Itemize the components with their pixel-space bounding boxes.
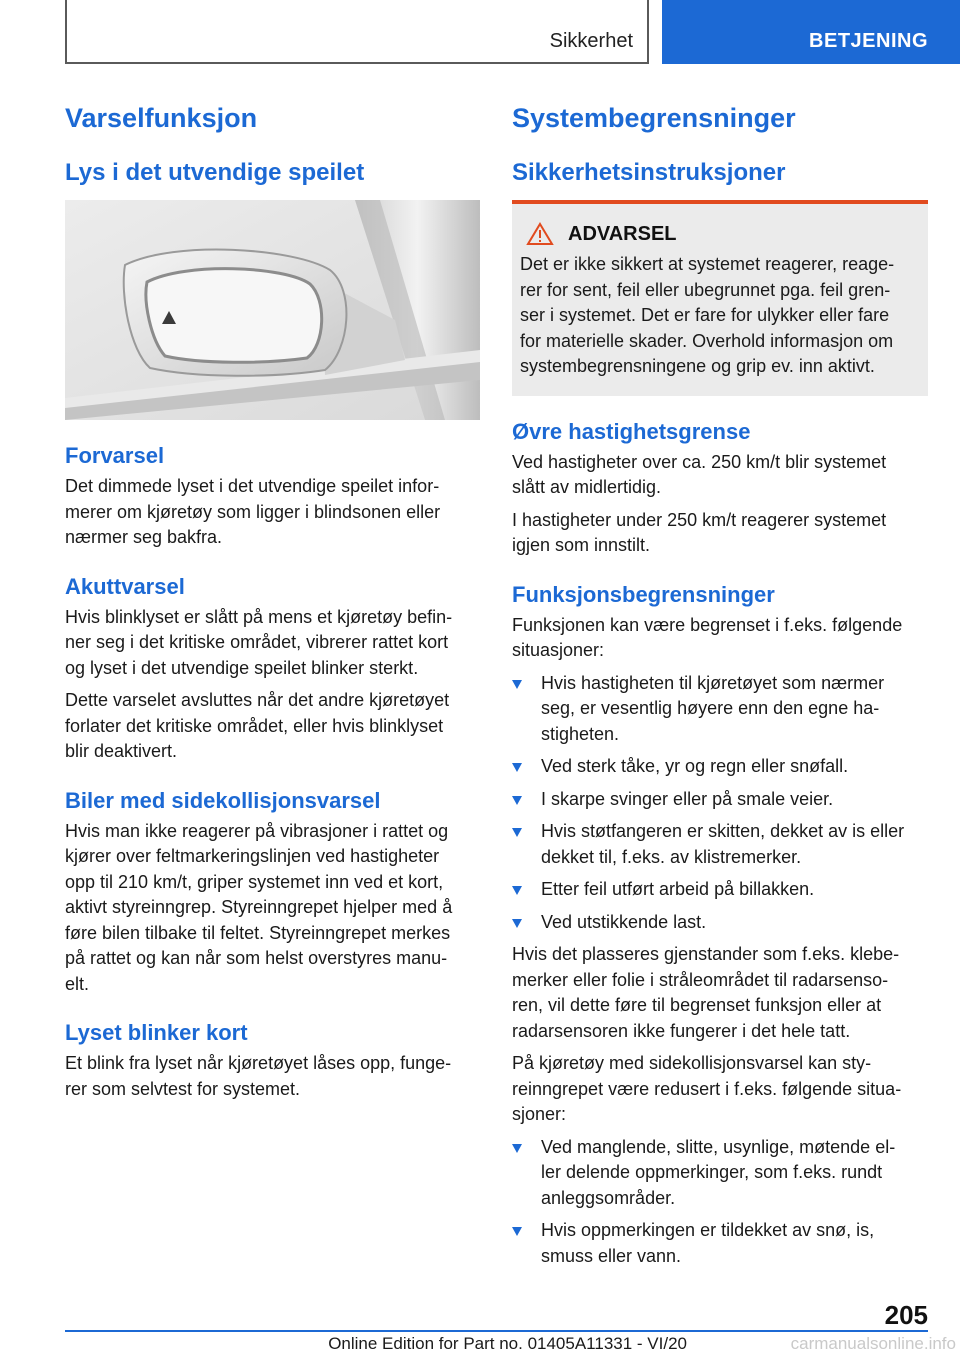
bullet-triangle-icon <box>512 919 522 928</box>
limits-list <box>512 671 928 936</box>
bullet-triangle-icon <box>512 886 522 895</box>
page-number: 205 <box>884 1300 928 1330</box>
heading-blinker-kort: Lyset blinker kort <box>65 1020 248 1045</box>
list-item: Etter feil utført arbeid på billakken. <box>512 877 928 903</box>
para-speed-1: Ved hastigheter over ca. 250 km/t blir systemet slått av midlertidig. <box>512 451 887 497</box>
bullet-triangle-icon <box>512 763 522 772</box>
left-column <box>65 98 480 1109</box>
list-item: I skarpe svinger eller på smale veier. <box>512 787 928 813</box>
heading-sidekollisjon: Biler med sidekollisjonsvarsel <box>65 787 381 813</box>
heading-forvarsel: Forvarsel <box>65 443 165 468</box>
bullet-triangle-icon <box>512 828 522 837</box>
para-speed-2: I hastigheter under 250 km/t reagerer systemet igjen som innstilt. <box>512 509 887 555</box>
warning-triangle-icon <box>526 222 554 246</box>
subtitle-mirror-light: Lys i det utvendige speilet <box>65 159 365 186</box>
warning-header <box>520 222 920 246</box>
para-akuttvarsel-2: Dette varselet avsluttes når det andre kjøretøyet forlater det kritiske området, eller hvis blinklyset blir deaktivert. <box>65 690 450 761</box>
subtitle-safety: Sikkerhetsinstruksjoner <box>512 159 786 186</box>
para-steering: På kjøretøy med sidekollisjonsvarsel kan sty- reinngrepet være redusert i f.eks. følgende situa- sjoner: <box>512 1053 902 1124</box>
page-title: Varselfunksjon <box>65 103 258 133</box>
list-item: Hvis støtfangeren er skitten, dekket av is eller dekket til, f.eks. av klistremerker. <box>512 819 928 870</box>
list-item: Ved sterk tåke, yr og regn eller snøfall. <box>512 754 928 780</box>
steering-limits-list <box>512 1135 928 1270</box>
list-item: Ved utstikkende last. <box>512 910 928 936</box>
para-limits-intro: Funksjonen kan være begrenset i f.eks. følgende situasjoner: <box>512 614 903 660</box>
heading-akuttvarsel: Akuttvarsel <box>65 573 185 599</box>
section-title-system-limits: Systembegrensninger <box>512 103 796 133</box>
list-item: Hvis hastigheten til kjøretøyet som nærmer seg, er vesentlig høyere enn den egne ha- stigheten. <box>512 671 928 748</box>
footer-rule <box>65 1330 928 1332</box>
para-blinker-kort: Et blink fra lyset når kjøretøyet låses opp, funge- rer som selvtest for systemet. <box>65 1053 452 1099</box>
footer-edition: Online Edition for Part no. 01405A11331 - VI/20 <box>328 1334 687 1353</box>
watermark: carmanualsonline.info <box>790 1334 956 1353</box>
bullet-triangle-icon <box>512 1227 522 1236</box>
warning-text: Det er ikke sikkert at systemet reagerer, reage- rer for sent, feil eller ubegrunnet pga. feil gren- ser i systemet. Det er fare for ulykker eller fare for materielle skader. Overhold informasjon om systembegrensningene og grip ev. inn aktivt. <box>520 254 895 376</box>
header-left-box <box>65 0 649 64</box>
header-section-title: Sikkerhet <box>549 30 633 52</box>
mirror-illustration <box>65 200 480 420</box>
list-item: Ved manglende, slitte, usynlige, møtende el- ler delende oppmerkinger, som f.eks. rundt anleggsområder. <box>512 1135 928 1212</box>
bullet-triangle-icon <box>512 796 522 805</box>
header-chapter-title: BETJENING <box>809 30 928 52</box>
bullet-triangle-icon <box>512 1144 522 1153</box>
right-column <box>512 98 928 1276</box>
heading-speed-limit: Øvre hastighetsgrense <box>512 418 751 444</box>
para-akuttvarsel-1: Hvis blinklyset er slått på mens et kjøretøy befin- ner seg i det kritiske området, vibrerer rattet kort og lyset i det utvendige speilet blinker sterkt. <box>65 606 453 678</box>
para-radar: Hvis det plasseres gjenstander som f.eks. klebe- merker eller folie i stråleområdet til radarsenso- ren, vil dette føre til begrenset funksjon eller at radarsensoren ikke fungerer i det hele tatt. <box>512 944 900 1041</box>
header-chapter-tab <box>662 0 960 64</box>
bullet-triangle-icon <box>512 680 522 689</box>
warning-box <box>512 200 928 396</box>
para-sidekollisjon: Hvis man ikke reagerer på vibrasjoner i rattet og kjører over feltmarkeringslinjen ved hastigheter opp til 210 km/t, griper systemet inn ved et kort, aktivt styreinngrep. Styreinngrepet hjelper med å føre bilen tilbake til feltet. Styreinngrepet merkes på rattet og kan når som helst overstyres manu- elt. <box>65 820 453 994</box>
para-forvarsel: Det dimmede lyset i det utvendige speilet infor- merer om kjøretøy som ligger i blindsonen eller nærmer seg bakfra. <box>65 476 441 547</box>
warning-label: ADVARSEL <box>568 222 677 245</box>
list-item: Hvis oppmerkingen er tildekket av snø, is, smuss eller vann. <box>512 1218 928 1269</box>
heading-function-limits: Funksjonsbegrensninger <box>512 581 775 607</box>
